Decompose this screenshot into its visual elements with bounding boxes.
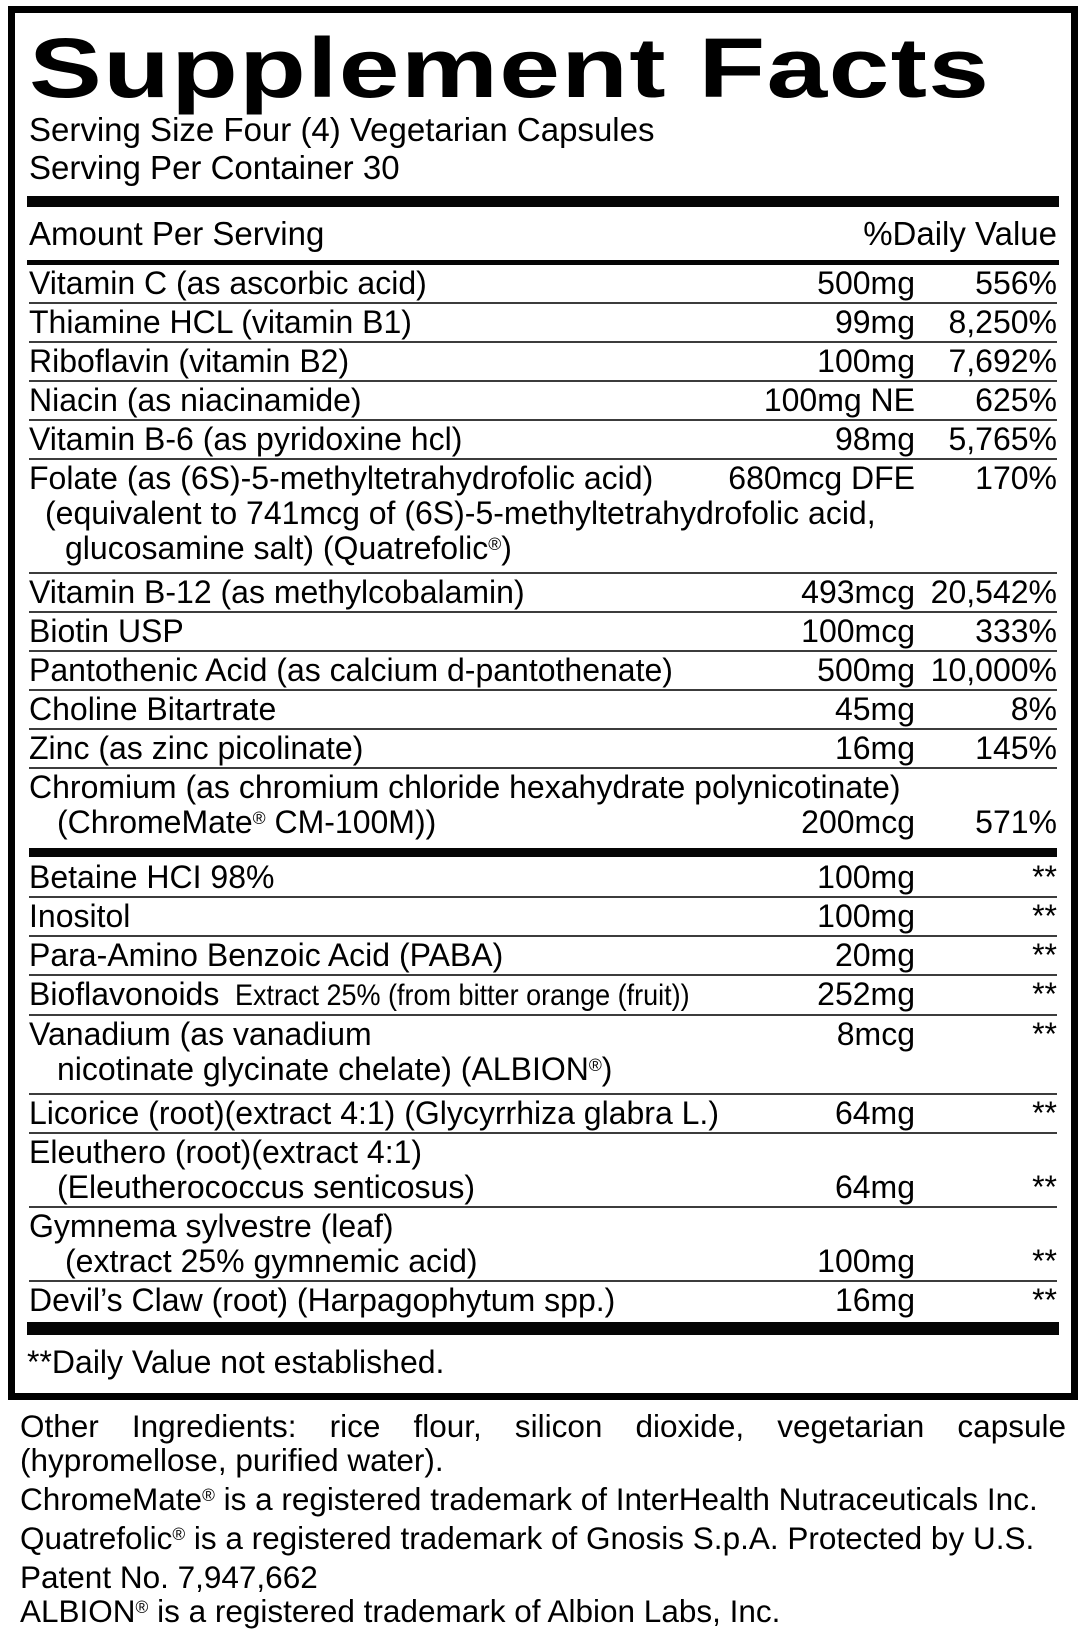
table-row — [29, 935, 1057, 974]
trademark-note: Quatrefolic® is a registered trademark of Gnosis S.p.A. Protected by U.S. — [20, 1520, 1035, 1556]
amount-value: 64mg — [834, 1095, 915, 1131]
table-row — [29, 859, 1057, 896]
table-row — [29, 896, 1057, 935]
table-row — [29, 419, 1057, 458]
table-row-line — [29, 977, 1057, 1013]
daily-value: ** — [1032, 1016, 1057, 1052]
table-row — [29, 728, 1057, 767]
table-row-line — [29, 461, 1057, 496]
ingredient-name: (extract 25% gymnemic acid) — [65, 1243, 478, 1279]
ingredient-name: Thiamine HCL (vitamin B1) — [29, 304, 412, 340]
daily-value: ** — [1032, 898, 1057, 934]
table-row — [29, 572, 1057, 611]
ingredient-name: Folate (as (6S)-5-methyltetrahydrofolic acid) — [29, 460, 654, 496]
daily-value: 625% — [975, 382, 1057, 418]
registered-symbol: ® — [252, 808, 266, 829]
servings-per-container-line: Serving Per Container 30 — [29, 149, 400, 186]
table-row — [29, 767, 1057, 846]
table-row-line — [29, 938, 1057, 973]
table-row — [29, 341, 1057, 380]
section-divider-bar — [29, 848, 1057, 857]
daily-value: 571% — [975, 804, 1057, 840]
ingredient-name: Para-Amino Benzoic Acid (PABA) — [29, 937, 504, 973]
other-ingredients-line1: Other Ingredients: rice flour, silicon dioxide, vegetarian capsule — [20, 1408, 1066, 1444]
table-row — [29, 650, 1057, 689]
ingredient-name: Bioflavonoids Extract 25% (from bitter orange (fruit)) — [29, 976, 690, 1012]
table-row-line — [29, 531, 1057, 571]
amount-value: 100mcg — [801, 613, 915, 649]
ingredient-name: (Eleutherococcus senticosus) — [57, 1169, 475, 1205]
daily-value: ** — [1032, 1282, 1057, 1318]
table-row — [29, 1093, 1057, 1132]
table-row — [29, 302, 1057, 341]
daily-value: ** — [1032, 1243, 1057, 1279]
amount-per-serving-label: Amount Per Serving — [29, 215, 325, 252]
ingredient-name: (ChromeMate® CM-100M)) — [57, 804, 437, 840]
table-row-line — [29, 731, 1057, 766]
amount-value: 20mg — [834, 937, 915, 973]
ingredient-name: Betaine HCI 98% — [29, 859, 275, 895]
table-row — [29, 458, 1057, 572]
amount-value: 16mg — [834, 1282, 915, 1318]
amount-value: 500mg — [817, 265, 915, 301]
ingredient-name: Vanadium (as vanadium — [29, 1016, 372, 1052]
table-row-line — [29, 1135, 1057, 1170]
ingredient-name: Riboflavin (vitamin B2) — [29, 343, 350, 379]
table-row — [29, 1206, 1057, 1280]
ingredient-name: glucosamine salt) (Quatrefolic®) — [65, 530, 512, 566]
daily-value: 8,250% — [948, 304, 1057, 340]
ingredient-name: Gymnema sylvestre (leaf) — [29, 1208, 394, 1244]
table-row — [29, 1014, 1057, 1093]
table-row — [29, 689, 1057, 728]
supplement-facts-panel — [8, 6, 1078, 1400]
amount-value: 500mg — [817, 652, 915, 688]
ingredient-name: Eleuthero (root)(extract 4:1) — [29, 1134, 423, 1170]
registered-symbol: ® — [588, 1055, 602, 1076]
amount-value: 680mcg DFE — [728, 460, 915, 496]
daily-value: ** — [1032, 1095, 1057, 1131]
amount-value: 8mcg — [836, 1016, 915, 1052]
table-row-line — [29, 899, 1057, 934]
table-row — [29, 380, 1057, 419]
daily-value: ** — [1032, 976, 1057, 1012]
table-row — [29, 265, 1057, 302]
daily-value: ** — [1032, 1169, 1057, 1205]
table-row-line — [29, 1209, 1057, 1244]
amount-value: 100mg NE — [763, 382, 915, 418]
other-ingredients-line2: (hypromellose, purified water). — [20, 1442, 444, 1478]
ingredient-name: Vitamin C (as ascorbic acid) — [29, 265, 427, 301]
table-row-line — [29, 653, 1057, 688]
daily-value: 170% — [975, 460, 1057, 496]
table-row-line — [29, 805, 1057, 845]
amount-value: 100mg — [817, 859, 915, 895]
table-row — [29, 974, 1057, 1014]
header-divider-bar — [27, 196, 1059, 207]
table-row-line — [29, 1244, 1057, 1279]
daily-value: 145% — [975, 730, 1057, 766]
daily-value: 333% — [975, 613, 1057, 649]
table-row-line — [29, 860, 1057, 895]
trademark-note: Patent No. 7,947,662 — [20, 1559, 318, 1595]
trademark-notes — [20, 1482, 1066, 1633]
table-row-line — [29, 770, 1057, 805]
trademark-note: ChromeMate® is a registered trademark of InterHealth Nutraceuticals Inc. — [20, 1481, 1038, 1517]
table-row-line — [29, 1017, 1057, 1052]
ingredient-name: Choline Bitartrate — [29, 691, 277, 727]
column-header-row — [27, 207, 1059, 260]
table-row-line — [29, 344, 1057, 379]
ingredient-name: Inositol — [29, 898, 131, 934]
daily-value: 10,000% — [930, 652, 1057, 688]
serving-size-line: Serving Size Four (4) Vegetarian Capsules — [29, 111, 655, 148]
ingredient-name: Pantothenic Acid (as calcium d-pantothenate) — [29, 652, 673, 688]
panel-title — [27, 13, 1059, 115]
table-row-line — [29, 575, 1057, 610]
table-row-line — [29, 614, 1057, 649]
panel-title-text: Supplement Facts — [29, 21, 991, 115]
daily-value: 7,692% — [948, 343, 1057, 379]
table-row-line — [29, 1096, 1057, 1131]
amount-value: 200mcg — [801, 804, 915, 840]
facts-rows — [27, 265, 1059, 1319]
table-row — [29, 611, 1057, 650]
daily-value: 5,765% — [948, 421, 1057, 457]
table-row-line — [29, 1052, 1057, 1092]
other-ingredients-section — [0, 1400, 1086, 1633]
daily-value: ** — [1032, 937, 1057, 973]
ingredient-name: Zinc (as zinc picolinate) — [29, 730, 364, 766]
ingredient-name: (equivalent to 741mcg of (6S)-5-methyltetrahydrofolic acid, — [45, 495, 876, 531]
ingredient-name: nicotinate glycinate chelate) (ALBION®) — [57, 1051, 613, 1087]
table-row-line — [29, 305, 1057, 340]
amount-value: 64mg — [834, 1169, 915, 1205]
ingredient-name: Vitamin B-12 (as methylcobalamin) — [29, 574, 525, 610]
daily-value-footnote: **Daily Value not established. — [27, 1344, 445, 1380]
ingredient-name: Vitamin B-6 (as pyridoxine hcl) — [29, 421, 463, 457]
ingredient-name: Niacin (as niacinamide) — [29, 382, 362, 418]
amount-value: 45mg — [834, 691, 915, 727]
daily-value: 556% — [975, 265, 1057, 301]
registered-symbol: ® — [488, 534, 502, 555]
amount-value: 16mg — [834, 730, 915, 766]
registered-symbol: ® — [172, 1524, 186, 1545]
ingredient-name: Biotin USP — [29, 613, 184, 649]
table-row-line — [29, 422, 1057, 457]
table-row-line — [29, 1283, 1057, 1318]
amount-value: 99mg — [834, 304, 915, 340]
ingredient-name: Chromium (as chromium chloride hexahydrate polynicotinate) — [29, 769, 901, 805]
amount-value: 100mg — [817, 1243, 915, 1279]
ingredient-name: Licorice (root)(extract 4:1) (Glycyrrhiza glabra L.) — [29, 1095, 719, 1131]
registered-symbol: ® — [202, 1485, 215, 1506]
table-row — [29, 1132, 1057, 1206]
trademark-note: ALBION® is a registered trademark of Albion Labs, Inc. — [20, 1593, 781, 1629]
table-row-line — [29, 496, 1057, 531]
table-row-line — [29, 1170, 1057, 1205]
table-row-line — [29, 692, 1057, 727]
amount-value: 98mg — [834, 421, 915, 457]
amount-value: 493mcg — [801, 574, 915, 610]
label-page — [0, 6, 1086, 1629]
ingredient-descriptor: Extract 25% (from bitter orange (fruit)) — [235, 979, 690, 1012]
table-row-line — [29, 266, 1057, 301]
daily-value: 8% — [1010, 691, 1057, 727]
footnote-divider-bar — [27, 1322, 1059, 1335]
amount-value: 100mg — [817, 898, 915, 934]
amount-value: 100mg — [817, 343, 915, 379]
daily-value: 20,542% — [930, 574, 1057, 610]
amount-value: 252mg — [817, 976, 915, 1012]
table-row — [29, 1280, 1057, 1319]
daily-value: ** — [1032, 859, 1057, 895]
registered-symbol: ® — [135, 1597, 149, 1618]
ingredient-name: Devil’s Claw (root) (Harpagophytum spp.) — [29, 1282, 616, 1318]
table-row-line — [29, 383, 1057, 418]
daily-value-label: %Daily Value — [863, 215, 1057, 252]
